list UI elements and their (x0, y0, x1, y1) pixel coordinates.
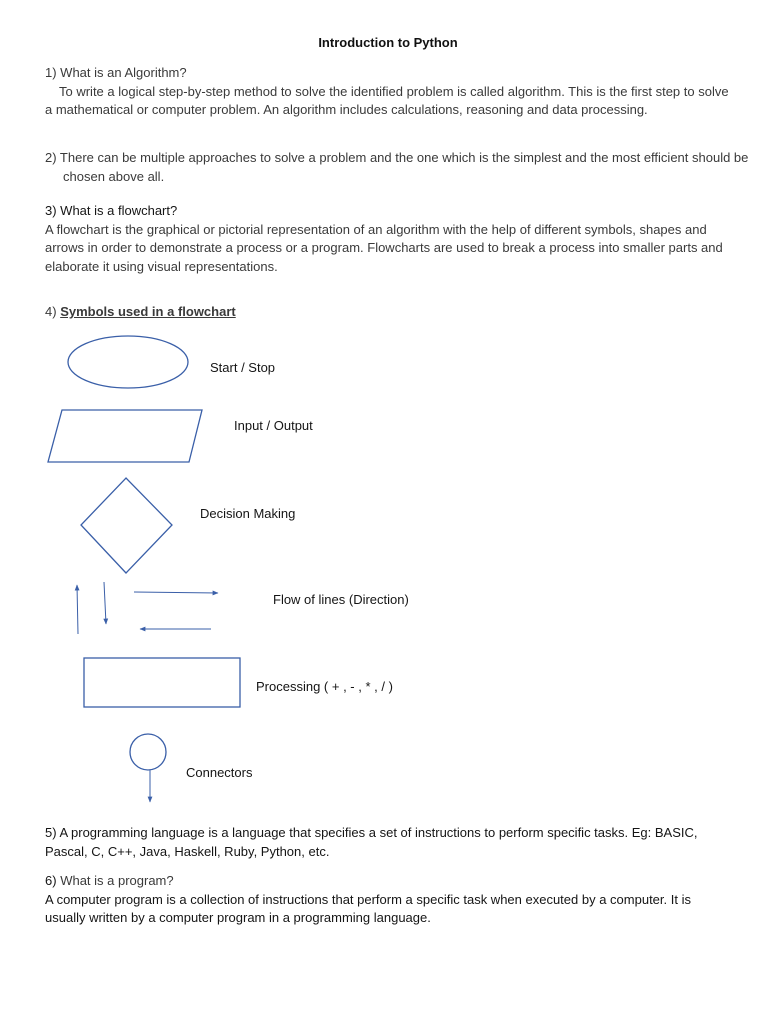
section-6-body: A computer program is a collection of instructions that perform a specific task when executed by a computer. It is usually written by a computer program in a programming language. (45, 891, 691, 926)
section-3 (45, 202, 735, 276)
section-4-title: Symbols used in a flowchart (60, 304, 236, 319)
rectangle-icon (84, 658, 240, 707)
section-6-question: What is a program? (60, 873, 174, 888)
label-flow-lines: Flow of lines (Direction) (273, 592, 409, 607)
section-6-number: 6) (45, 873, 57, 888)
section-4-number: 4) (45, 304, 57, 319)
label-decision-making: Decision Making (200, 506, 296, 521)
section-2: 2) There can be multiple approaches to solve a problem and the one which is the simplest and the most efficient should be chosen above all. (45, 150, 749, 184)
section-4-heading (45, 303, 735, 322)
arrow-right-icon (134, 592, 218, 593)
label-start-stop: Start / Stop (210, 360, 276, 375)
document-title: Introduction to Python (318, 35, 458, 50)
label-processing: Processing ( + , - , * , / ) (256, 679, 393, 694)
label-connectors: Connectors (186, 765, 253, 780)
oval-icon (68, 336, 188, 388)
arrow-up-icon (77, 585, 78, 634)
section-3-question: 3) What is a flowchart? (45, 203, 178, 218)
arrow-down-icon (104, 582, 106, 624)
section-6 (45, 872, 735, 928)
section-1 (45, 64, 735, 120)
section-6-question-line (45, 872, 735, 891)
section-1-body: To write a logical step-by-step method to solve the identified problem is called algorithm. This is the first step to solve a mathematical or computer problem. An algorithm includes calculations, reasoning and data processing. (45, 83, 729, 118)
diamond-icon (81, 478, 172, 573)
connector-circle (130, 734, 166, 770)
label-input-output: Input / Output (234, 418, 313, 433)
parallelogram-icon (48, 410, 202, 462)
connector-icon (130, 734, 166, 802)
section-1-question: 1) What is an Algorithm? (45, 65, 187, 80)
section-3-body: A flowchart is the graphical or pictorial representation of an algorithm with the help of different symbols, shapes and arrows in order to demonstrate a process or a program. Flowcharts are used to break a process into smaller parts and elaborate it using visual representations. (45, 221, 723, 274)
section-5: 5) A programming language is a language that specifies a set of instructions to perform specific tasks. Eg: BASIC, Pascal, C, C++, Java, Haskell, Ruby, Python, etc. (45, 825, 698, 859)
arrows-icon (77, 582, 218, 634)
